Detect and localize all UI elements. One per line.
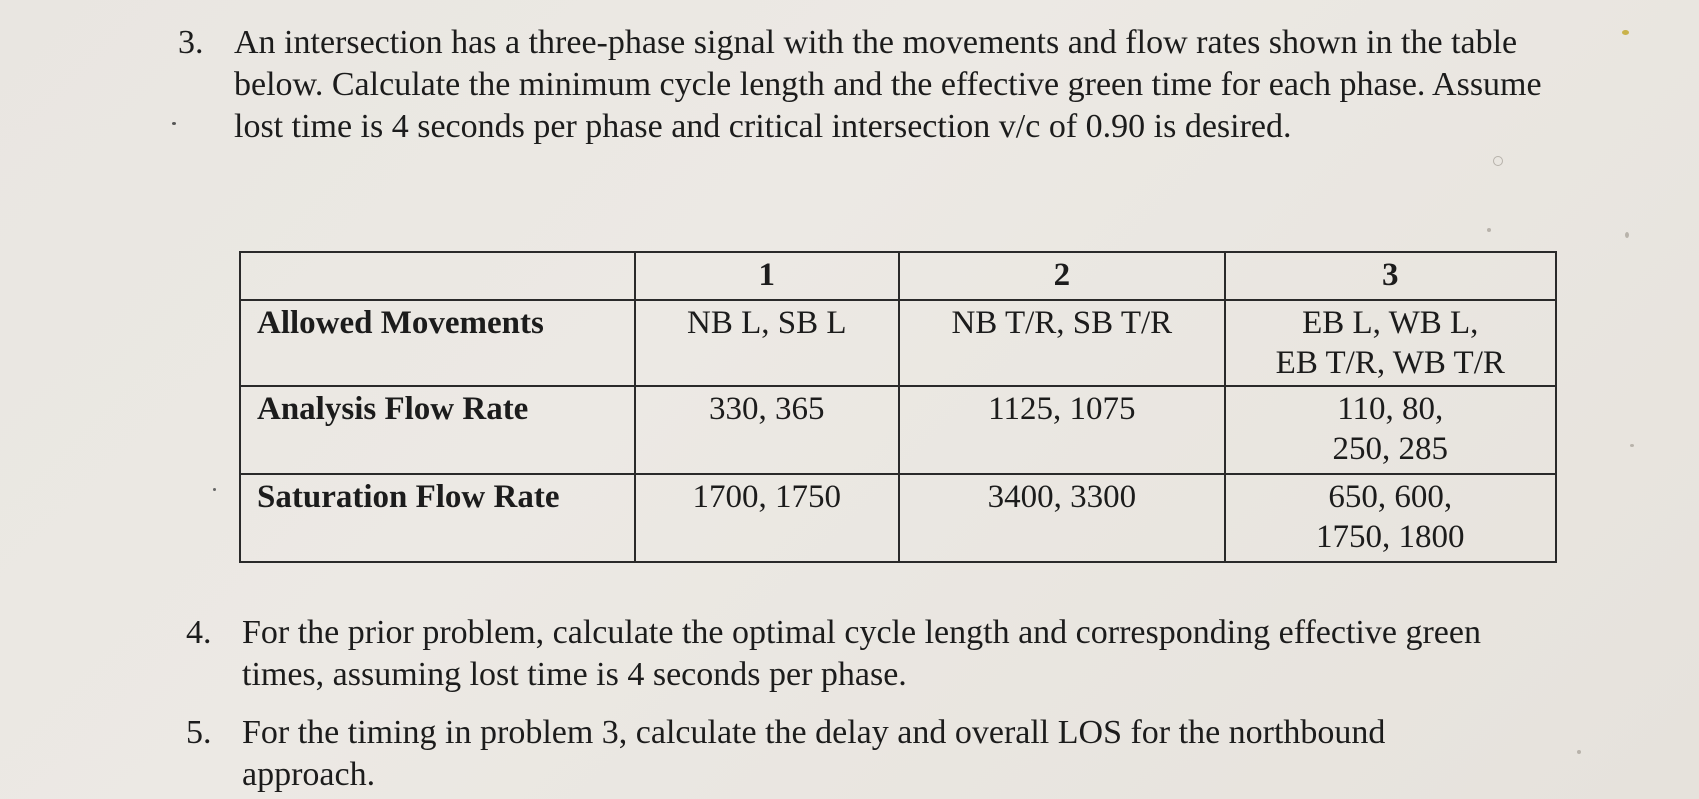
table-cell: [1225, 386, 1556, 474]
problem-number: 3.: [178, 24, 204, 61]
problem-number: 5.: [186, 714, 212, 751]
table-cell: [899, 386, 1224, 474]
paper-speck: [1622, 30, 1629, 35]
table-header-row: [240, 252, 1556, 300]
cell-line: 1750, 1800: [1316, 519, 1465, 555]
cell-line: NB L, SB L: [687, 305, 847, 341]
problem-text: For the timing in problem 3, calculate the delay and overall LOS for the northbound approach.: [242, 714, 1386, 793]
paper-speck: [1487, 228, 1491, 232]
table-cell: [635, 386, 900, 474]
header-cell-phase-1: 1: [635, 252, 900, 300]
problem-3: [178, 22, 1558, 148]
cell-line: 110, 80,: [1337, 391, 1444, 427]
table-cell: [1225, 300, 1556, 386]
phase-table: [239, 251, 1557, 563]
cell-line: 1125, 1075: [988, 391, 1136, 427]
header-cell-phase-3: 3: [1225, 252, 1556, 300]
table-cell: [899, 474, 1224, 562]
table-cell: [899, 300, 1224, 386]
cell-line: 3400, 3300: [987, 479, 1137, 515]
table-cell: [635, 300, 900, 386]
paper-speck: [1577, 750, 1581, 754]
paper-speck: [1630, 444, 1634, 447]
cell-line: EB T/R, WB T/R: [1275, 345, 1505, 381]
problem-4: [186, 612, 1496, 696]
problem-text: For the prior problem, calculate the optimal cycle length and corresponding effective green times, assuming lost time is 4 seconds per phase.: [242, 614, 1481, 693]
cell-line: 1700, 1750: [692, 479, 842, 515]
header-cell-phase-2: 2: [899, 252, 1224, 300]
paper-speck: [172, 122, 176, 125]
table-row: [240, 474, 1556, 562]
problem-5: [186, 712, 1496, 796]
cell-line: 250, 285: [1332, 431, 1449, 467]
table-cell: [1225, 474, 1556, 562]
row-label-analysis-flow-rate: Analysis Flow Rate: [240, 386, 635, 474]
row-label-allowed-movements: Allowed Movements: [240, 300, 635, 386]
paper-speck: [213, 488, 216, 491]
header-cell-empty: [240, 252, 635, 300]
paper-speck: [1625, 232, 1629, 238]
table-cell: [635, 474, 900, 562]
paper-speck: [1493, 156, 1503, 166]
cell-line: 650, 600,: [1328, 479, 1453, 515]
table-row: [240, 386, 1556, 474]
table-row: [240, 300, 1556, 386]
row-label-saturation-flow-rate: Saturation Flow Rate: [240, 474, 635, 562]
cell-line: 330, 365: [709, 391, 825, 427]
cell-line: NB T/R, SB T/R: [951, 305, 1173, 341]
problem-number: 4.: [186, 614, 212, 651]
problem-text: An intersection has a three-phase signal with the movements and flow rates shown in the table below. Calculate the minimum cycle length and the effective green time for each phase. Assume lost time is 4 seconds per phase and critical intersection v/c of 0.90 is desired.: [234, 24, 1542, 145]
cell-line: EB L, WB L,: [1302, 305, 1479, 341]
